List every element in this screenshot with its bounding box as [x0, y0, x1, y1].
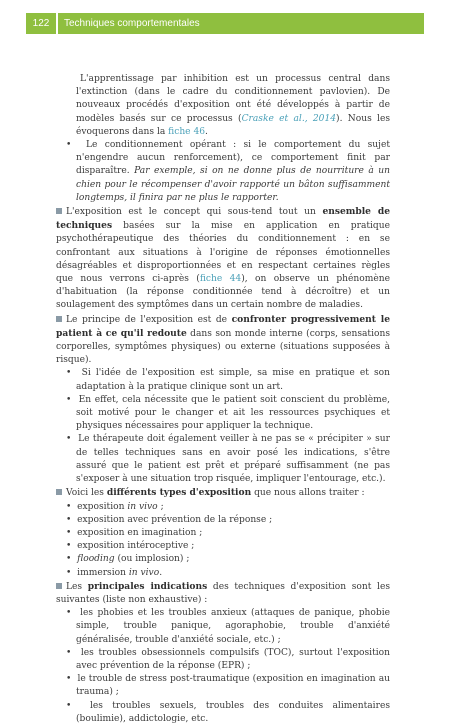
- text: ), on observe un phénomène d'habituation (la réponse conditionnée tend à décroître) et un soulagement des symptômes dans un certain nombre de maladies.: [56, 274, 390, 311]
- text: Le conditionnement opérant : si le comportement du sujet n'engendre aucun renforcement), ce comportement finit par disparaître.: [76, 140, 390, 177]
- text: Le principe de l'exposition est de: [66, 314, 232, 325]
- emphasis: confronter progressivement le patient à ce qu'il redoute: [56, 313, 390, 339]
- list-item: [56, 700, 390, 726]
- text: .: [159, 567, 163, 578]
- text: les troubles sexuels, troubles des conduites alimentaires (boulimie), addictologie, etc.: [76, 700, 390, 724]
- list-item: [56, 607, 390, 647]
- bullet-glyph: •: [66, 434, 72, 445]
- list-item: [56, 433, 390, 486]
- list-item: [56, 501, 390, 514]
- latin-term: in vivo: [127, 501, 158, 512]
- paragraph-exposition-concept: [56, 205, 390, 313]
- text: les troubles obsessionnels compulsifs (TOC), surtout l'exposition avec prévention de la réponse (EPR) ;: [76, 647, 390, 671]
- text: que nous allons traiter :: [251, 488, 365, 499]
- running-header: [26, 13, 424, 34]
- square-marker-icon: [56, 316, 62, 322]
- paragraph-operant: [56, 139, 390, 205]
- text: (ou implosion) ;: [114, 554, 190, 565]
- principle-bullets: [56, 367, 390, 486]
- bullet-glyph: •: [66, 554, 72, 565]
- bullet-glyph: •: [66, 674, 72, 685]
- text: le trouble de stress post-traumatique (exposition en imagination au trauma) ;: [76, 674, 390, 698]
- text: ;: [157, 501, 164, 512]
- exposure-types-list: [56, 501, 390, 580]
- text: exposition en imagination ;: [77, 527, 203, 538]
- emphasis: différents types d'exposition: [106, 487, 252, 499]
- emphasis: ensemble de techniques: [56, 206, 390, 232]
- bullet-glyph: •: [66, 394, 72, 405]
- text: L'exposition est le concept qui sous-tend tout un: [66, 207, 323, 218]
- bullet-glyph: •: [66, 527, 72, 538]
- paragraph-types-intro: [56, 486, 390, 500]
- text: dans son monde interne (corps, sensations corporelles, symptômes physiques) ou externe (situations supposées à risque).: [56, 328, 390, 366]
- emphasis: principales indications: [87, 580, 208, 592]
- text: L'apprentissage par inhibition est un processus central dans l'extinction (dans le cadre du conditionnement pavlovien). De nouveaux procédés d'exposition ont été développés à partir de modèles basés sur ce processus (: [76, 74, 390, 124]
- list-item: [56, 367, 390, 393]
- list-item: [56, 394, 390, 434]
- chapter-title: Techniques comportementales: [58, 13, 424, 34]
- list-item: [56, 527, 390, 540]
- square-marker-icon: [56, 489, 62, 495]
- indications-list: [56, 607, 390, 726]
- text: exposition avec prévention de la réponse ;: [77, 514, 273, 525]
- list-item: [56, 514, 390, 527]
- bullet-glyph: •: [66, 501, 72, 512]
- square-marker-icon: [56, 208, 62, 214]
- square-marker-icon: [56, 583, 62, 589]
- reference-link[interactable]: Craske et al., 2014: [241, 113, 337, 124]
- text: Le thérapeute doit également veiller à ne pas se « précipiter » sur de telles techniques sans en avoir posé les indications, s'être assuré que le patient est prêt et préparé suffisamment (ne pas s'exposer à une situation trop risquée, impliquer l'entourage, etc.).: [76, 434, 390, 485]
- text: ). Nous les évoquerons dans la: [76, 113, 390, 137]
- page-number: 122: [26, 13, 56, 34]
- list-item: [56, 540, 390, 553]
- text: des techniques d'exposition sont les suivantes (liste non exhaustive) :: [56, 581, 390, 605]
- list-item: [56, 553, 390, 566]
- list-item: [56, 673, 390, 699]
- list-item: [56, 567, 390, 580]
- text: Les: [66, 581, 88, 592]
- text: .: [205, 126, 208, 137]
- bullet-glyph: •: [66, 608, 72, 619]
- bullet-glyph: •: [66, 567, 72, 578]
- bullet-glyph: •: [66, 647, 72, 658]
- text: les phobies et les troubles anxieux (attaques de panique, phobie simple, trouble panique, agoraphobie, trouble d'anxiété généralisée, trouble d'anxiété sociale, etc.) ;: [76, 608, 390, 645]
- bullet-glyph: •: [66, 140, 72, 151]
- text: En effet, cela nécessite que le patient soit conscient du problème, soit motivé pour le changer et ait les ressources psychiques et physiques nécessaires pour appliquer la technique.: [76, 394, 390, 432]
- text: Si l'idée de l'exposition est simple, sa mise en pratique et son adaptation à la pratique clinique sont un art.: [76, 368, 390, 392]
- text: Voici les: [66, 488, 107, 499]
- text: exposition: [77, 501, 128, 512]
- bullet-glyph: •: [66, 541, 72, 552]
- bullet-glyph: •: [66, 368, 72, 379]
- latin-term: in vivo: [128, 567, 160, 578]
- bullet-glyph: •: [66, 700, 72, 711]
- text: basées sur la mise en application en pratique psychothérapeutique des théories du conditionnement : en se confrontant aux situations à l'origine de réponses émotionnelles désagréables et disproportionnées et en respectant certaines règles que nous verrons ci-après (: [56, 221, 390, 285]
- english-term: flooding: [77, 554, 115, 565]
- fiche-46-link[interactable]: fiche 46: [168, 126, 206, 137]
- text: exposition intéroceptive ;: [77, 541, 195, 552]
- paragraph-inhibition: [56, 73, 390, 139]
- text: immersion: [77, 567, 129, 578]
- paragraph-principle: [56, 313, 390, 368]
- list-item: [56, 647, 390, 673]
- fiche-44-link[interactable]: fiche 44: [199, 274, 242, 285]
- body-text: [56, 73, 390, 726]
- example-text: Par exemple, si on ne donne plus de nourriture à un chien pour le récompenser d'avoir rapporté un bâton suffisamment longtemps, il finira par ne plus le rapporter.: [76, 166, 391, 203]
- bullet-glyph: •: [66, 514, 72, 525]
- paragraph-indications-intro: [56, 580, 390, 607]
